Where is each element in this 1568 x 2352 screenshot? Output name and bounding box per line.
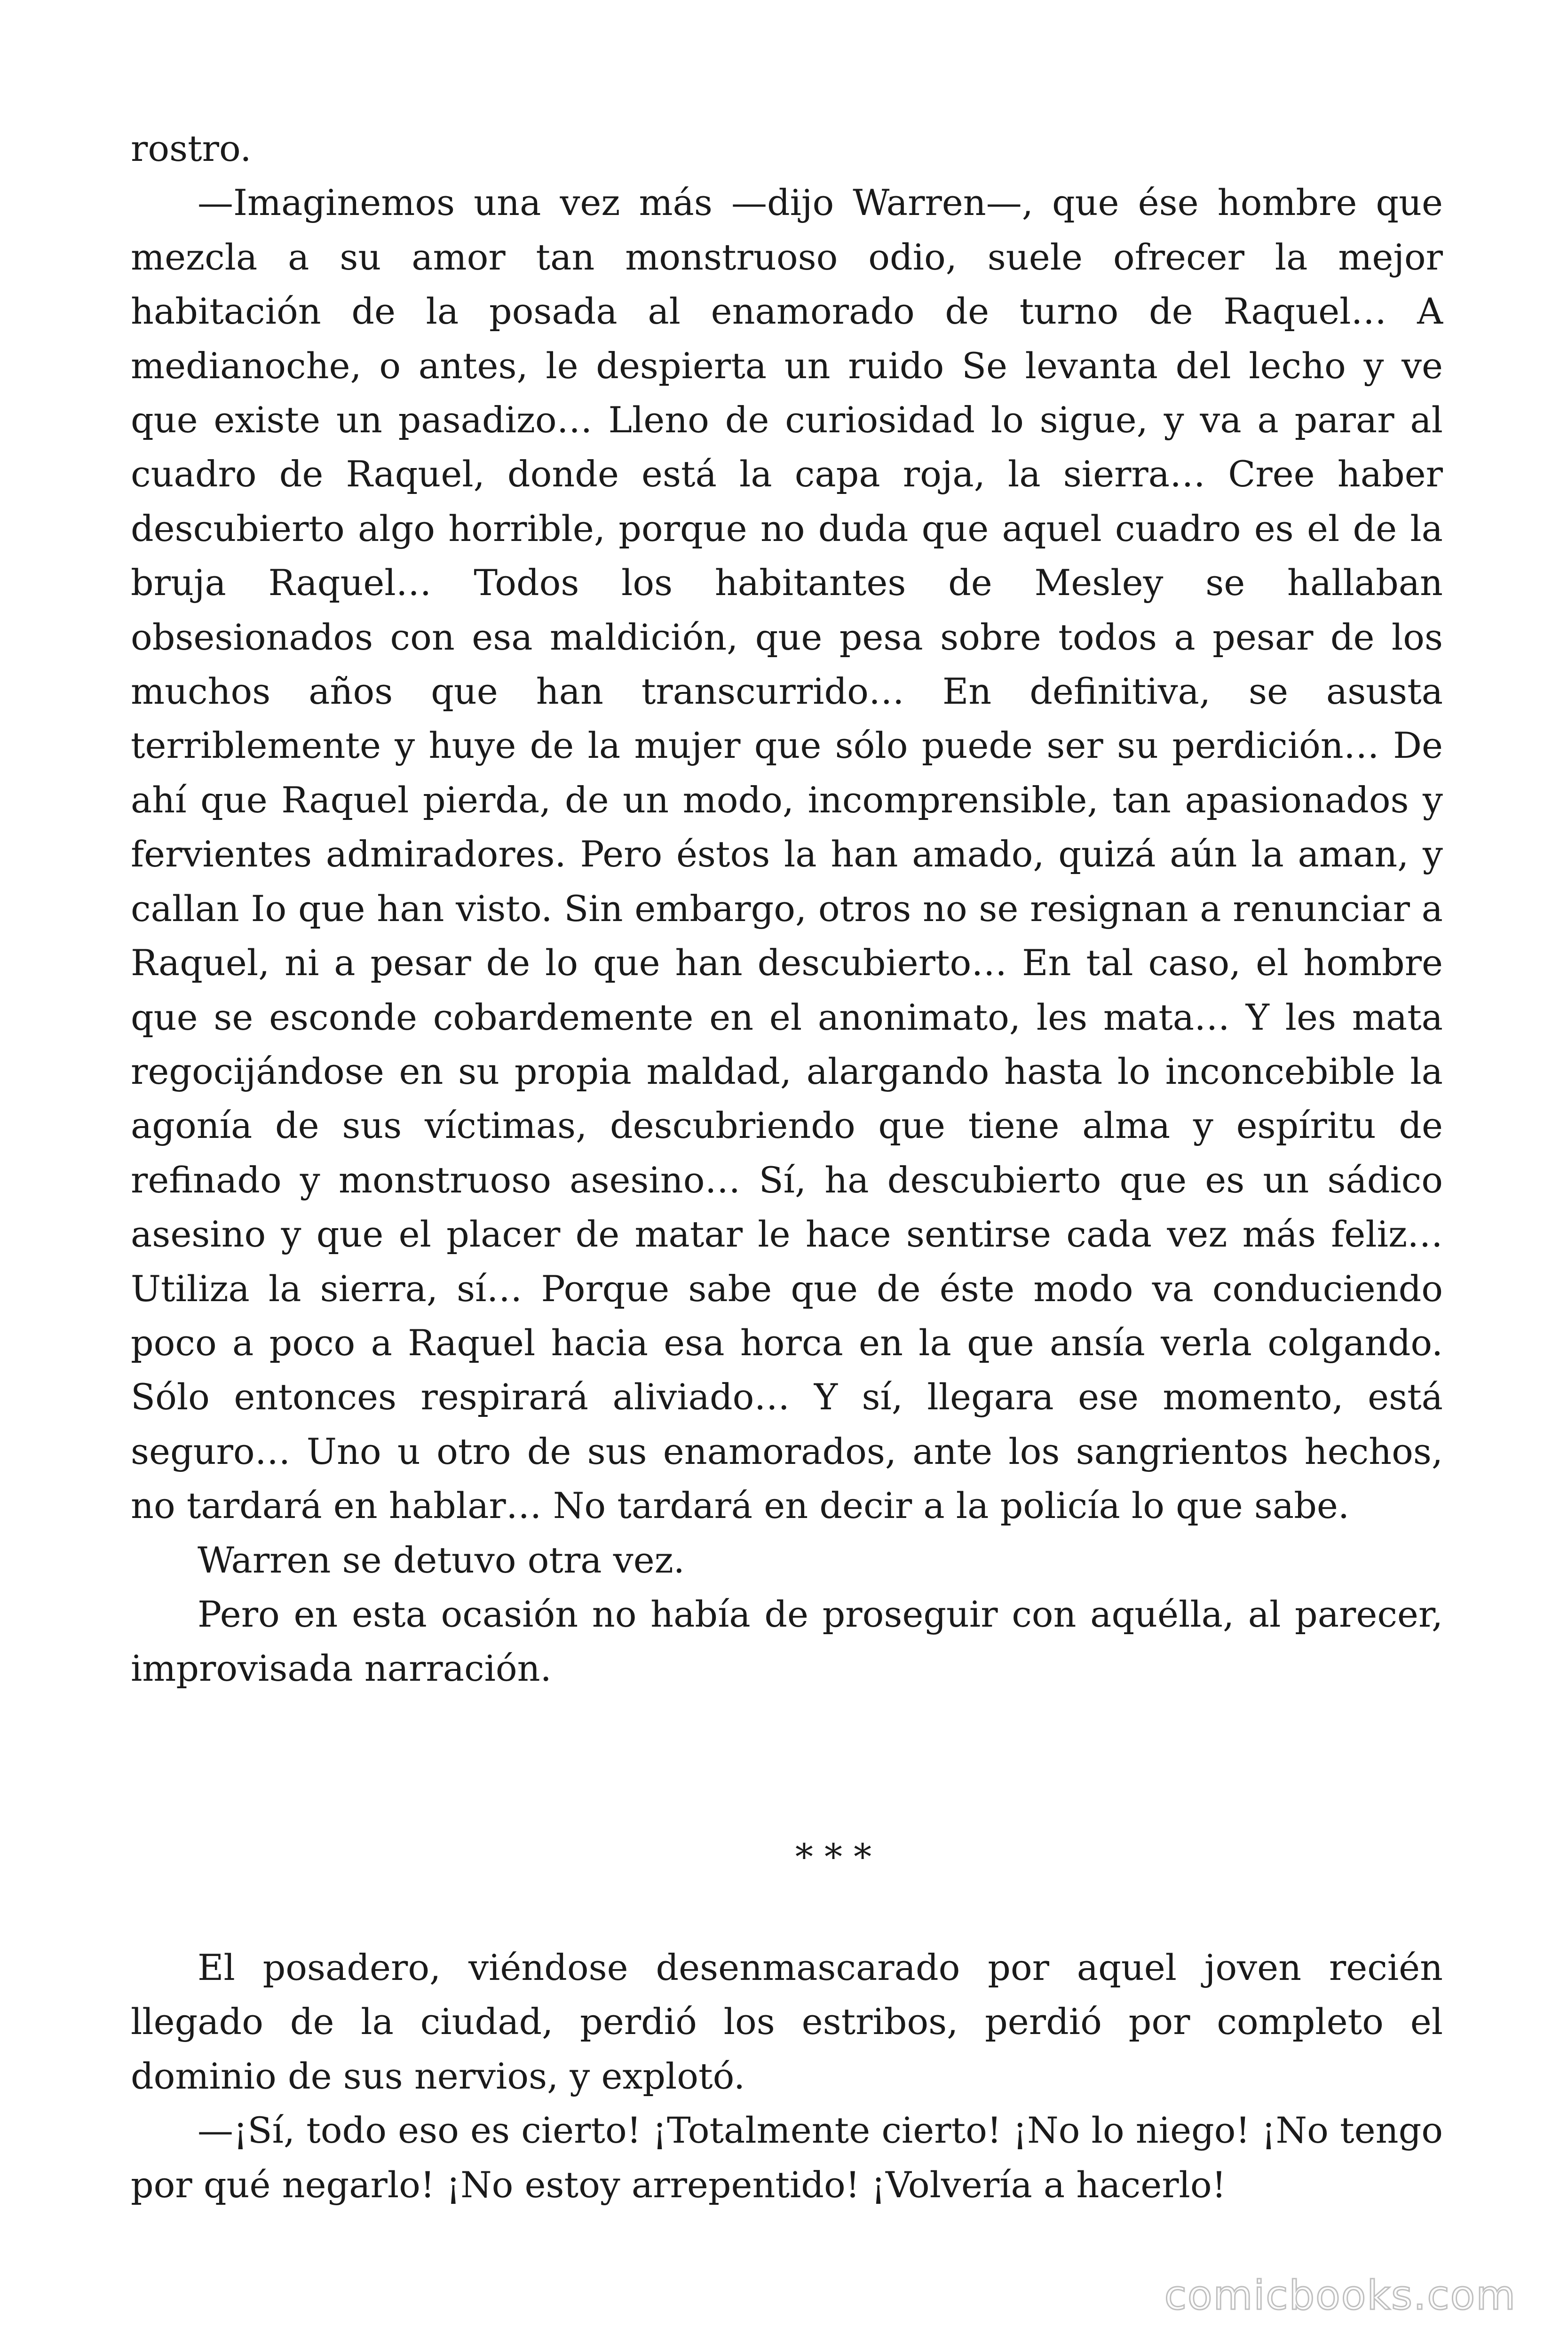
text-body [131, 121, 1443, 1696]
watermark-logo: comicbooks.com [1164, 2272, 1516, 2319]
paragraph-narration-end: Pero en esta ocasión no había de proseguir con aquélla, al parecer, improvisada narración. [131, 1593, 1443, 1690]
text-body-after-break [131, 1940, 1443, 2212]
paragraph-confession: —¡Sí, todo eso es cierto! ¡Totalmente cierto! ¡No lo niego! ¡No tengo por qué negarlo! ¡No estoy arrepentido! ¡Volvería a hacerlo! [131, 2109, 1443, 2206]
paragraph-warren-stopped: Warren se detuvo otra vez. [198, 1539, 685, 1581]
paragraph-warren-speech: —Imaginemos una vez más —dijo Warren—, que ése hombre que mezcla a su amor tan monstruoso odio, suele ofrecer la mejor habitación de la posada al enamorado de turno de Raquel… A medianoche, o antes, le despierta un ruido Se levanta del lecho y ve que existe un pasadizo… Lleno de curiosidad lo sigue, y va a parar al cuadro de Raquel, donde está la capa roja, la sierra… Cree haber descubierto algo horrible, porque no duda que aquel cuadro es el de la bruja Raquel… Todos los habitantes de Mesley se hallaban obsesionados con esa maldición, que pesa sobre todos a pesar de los muchos años que han transcurrido… En definitiva, se asusta terriblemente y huye de la mujer que sólo puede ser su perdición… De ahí que Raquel pierda, de un modo, incomprensible, tan apasionados y fervientes admiradores. Pero éstos la han amado, quizá aún la aman, y callan Io que han visto. Sin embargo, otros no se resignan a renunciar a Raquel, ni a pesar de lo que han descubierto… En tal caso, el hombre que se esconde cobardemente en el anonimato, les mata… Y les mata regocijándose en su propia maldad, alargando hasta lo inconcebible la agonía de sus víctimas, descubriendo que tiene alma y espíritu de refinado y monstruoso asesino… Sí, ha descubierto que es un sádico asesino y que el placer de matar le hace sentirse cada vez más feliz… Utiliza la sierra, sí… Porque sabe que de éste modo va conduciendo poco a poco a Raquel hacia esa horca en la que ansía verla colgando. Sólo entonces respirará aliviado… Y sí, llegara ese momento, está seguro… Uno u otro de sus enamorados, ante los sangrientos hechos, no tardará en hablar… No tardará en decir a la policía lo que sabe. [131, 182, 1443, 1527]
paragraph-innkeeper: El posadero, viéndose desenmascarado por aquel joven recién llegado de la ciudad, perdió los estribos, perdió por completo el dominio de sus nervios, y explotó. [131, 1947, 1443, 2097]
section-separator: * * * [795, 1836, 872, 1878]
paragraph-continuation: rostro. [131, 127, 252, 169]
